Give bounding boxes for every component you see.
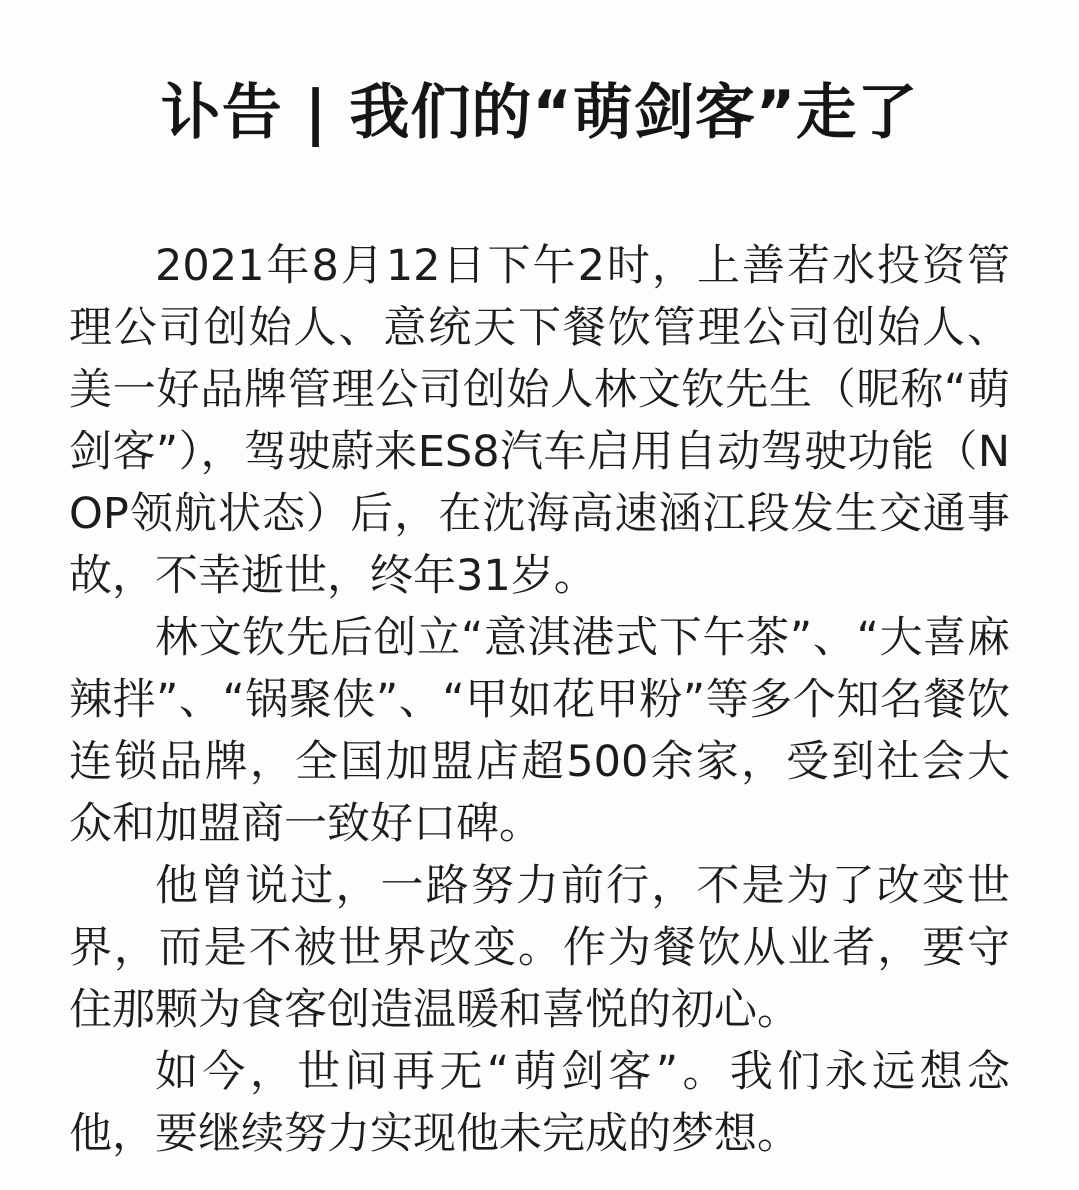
document-body	[0, 151, 1079, 1165]
paragraph-farewell: 如今，世间再无“萌剑客”。我们永远想念他，要继续努力实现他未完成的梦想。	[69, 1047, 1010, 1159]
paragraph-accident-details: 2021年8月12日下午2时，上善若水投资管理公司创始人、意统天下餐饮管理公司创始人、美一好品牌管理公司创始人林文钦先生（昵称“萌剑客”），驾驶蔚来ES8汽车启用自动驾驶功能（NOP领航状态）后，在沈海高速涵江段发生交通事故，不幸逝世，终年31岁。	[69, 241, 1010, 601]
page-title: 讣告 | 我们的“萌剑客”走了	[160, 78, 919, 148]
paragraph-brands-founded: 林文钦先后创立“意淇港式下午茶”、“大喜麻辣拌”、“锅聚侠”、“甲如花甲粉”等多个知名餐饮连锁品牌，全国加盟店超500余家，受到社会大众和加盟商一致好口碑。	[69, 613, 1010, 849]
paragraph-quote: 他曾说过，一路努力前行，不是为了改变世界，而是不被世界改变。作为餐饮从业者，要守住那颗为食客创造温暖和喜悦的初心。	[69, 861, 1010, 1035]
